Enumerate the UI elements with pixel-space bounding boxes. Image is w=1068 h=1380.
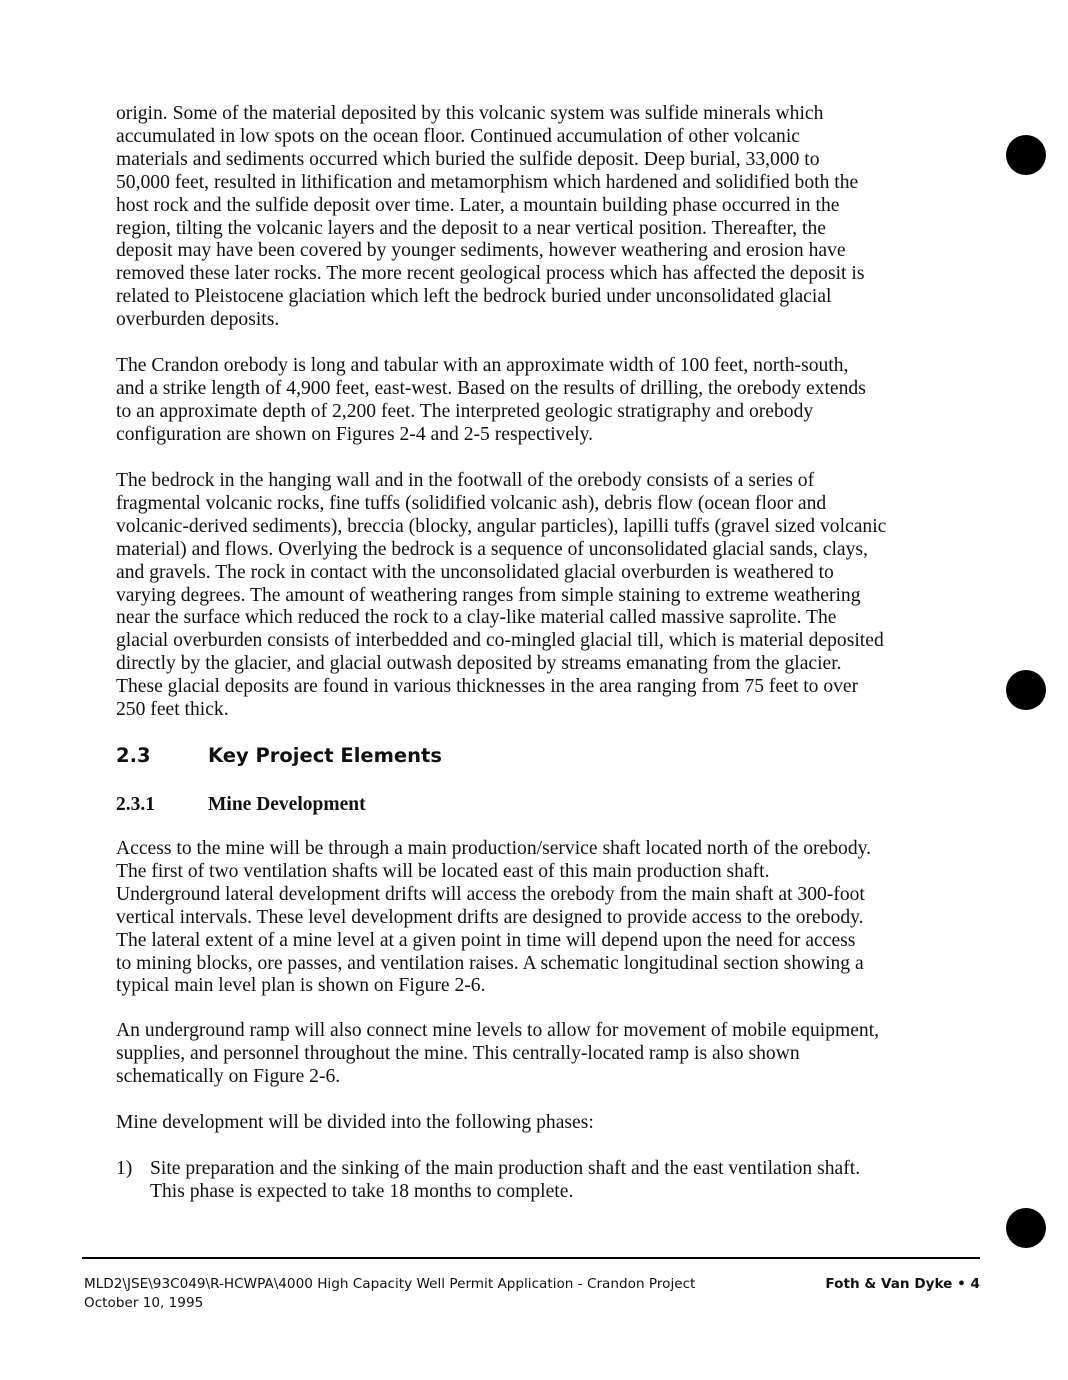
list-item-text: Site preparation and the sinking of the main production shaft and the east ventilation shaft. This phase is expected to take 18 months to complete. — [150, 1158, 861, 1202]
revision-dot-marker — [1006, 1208, 1046, 1248]
footer-left — [84, 1275, 695, 1313]
footer-divider — [82, 1257, 980, 1259]
section-number: 2.3 — [116, 744, 151, 767]
subsection-heading — [116, 793, 366, 817]
section-heading — [116, 744, 442, 768]
revision-dot-marker — [1006, 135, 1046, 175]
paragraph-underground-ramp: An underground ramp will also connect mine levels to allow for movement of mobile equipment, supplies, and personnel throughout the mine. This centrally-located ramp is also shown schematically on Figure 2-6. — [116, 1020, 880, 1087]
section-title: Key Project Elements — [208, 744, 442, 767]
paragraph-phases-intro: Mine development will be divided into the following phases: — [116, 1112, 594, 1133]
paragraph-orebody-dimensions: The Crandon orebody is long and tabular with an approximate width of 100 feet, north-south, and a strike length of 4,900 feet, east-west. Based on the results of drilling, the orebody extends to an approximate depth of 2,200 feet. The interpreted geologic stratigraphy and orebody configuration are shown on Figures 2-4 and 2-5 respectively. — [116, 355, 866, 445]
subsection-number: 2.3.1 — [116, 794, 155, 815]
list-item-marker: 1) — [116, 1158, 133, 1179]
revision-dot-marker — [1006, 670, 1046, 710]
footer-file-path: MLD2\JSE\93C049\R-HCWPA\4000 High Capacity Well Permit Application - Crandon Project — [84, 1276, 696, 1292]
footer-date: October 10, 1995 — [84, 1295, 204, 1311]
paragraph-bedrock-description: The bedrock in the hanging wall and in the footwall of the orebody consists of a series of fragmental volcanic rocks, fine tuffs (solidified volcanic ash), debris flow (ocean floor and volcanic-derived sediments), breccia (blocky, angular particles), lapilli tuffs (gravel sized volcanic material) and flows. Overlying the bedrock is a sequence of unconsolidated glacial sands, clays, and gravels. The rock in contact with the unconsolidated glacial overburden is weathered to varying degrees. The amount of weathering ranges from simple staining to extreme weathering near the surface which reduced the rock to a clay-like material called massive saprolite. The glacial overburden consists of interbedded and co-mingled glacial till, which is material deposited directly by the glacier, and glacial outwash deposited by streams emanating from the glacier. These glacial deposits are found in various thicknesses in the area ranging from 75 feet to over 250 feet thick. — [116, 470, 887, 721]
footer-firm-page: Foth & Van Dyke • 4 — [825, 1276, 980, 1292]
paragraph-mine-access: Access to the mine will be through a main production/service shaft located north of the orebody. The first of two ventilation shafts will be located east of this main production shaft. Underground lateral development drifts will access the orebody from the main shaft at 300-foot vertical intervals. These level development drifts are designed to provide access to the orebody. The lateral extent of a mine level at a given point in time will depend upon the need for access to mining blocks, ore passes, and ventilation raises. A schematic longitudinal section showing a typical main level plan is shown on Figure 2-6. — [116, 838, 872, 997]
subsection-title: Mine Development — [208, 794, 366, 815]
paragraph-geologic-origin: origin. Some of the material deposited by this volcanic system was sulfide minerals which accumulated in low spots on the ocean floor. Continued accumulation of other volcanic materials and sediments occurred which buried the sulfide deposit. Deep burial, 33,000 to 50,000 feet, resulted in lithification and metamorphism which hardened and solidified both the host rock and the sulfide deposit over time. Later, a mountain building phase occurred in the region, tilting the volcanic layers and the deposit to a near vertical position. Thereafter, the deposit may have been covered by younger sediments, however weathering and erosion have removed these later rocks. The more recent geological process which has affected the deposit is related to Pleistocene glaciation which left the bedrock buried under unconsolidated glacial overburden deposits. — [116, 103, 865, 331]
